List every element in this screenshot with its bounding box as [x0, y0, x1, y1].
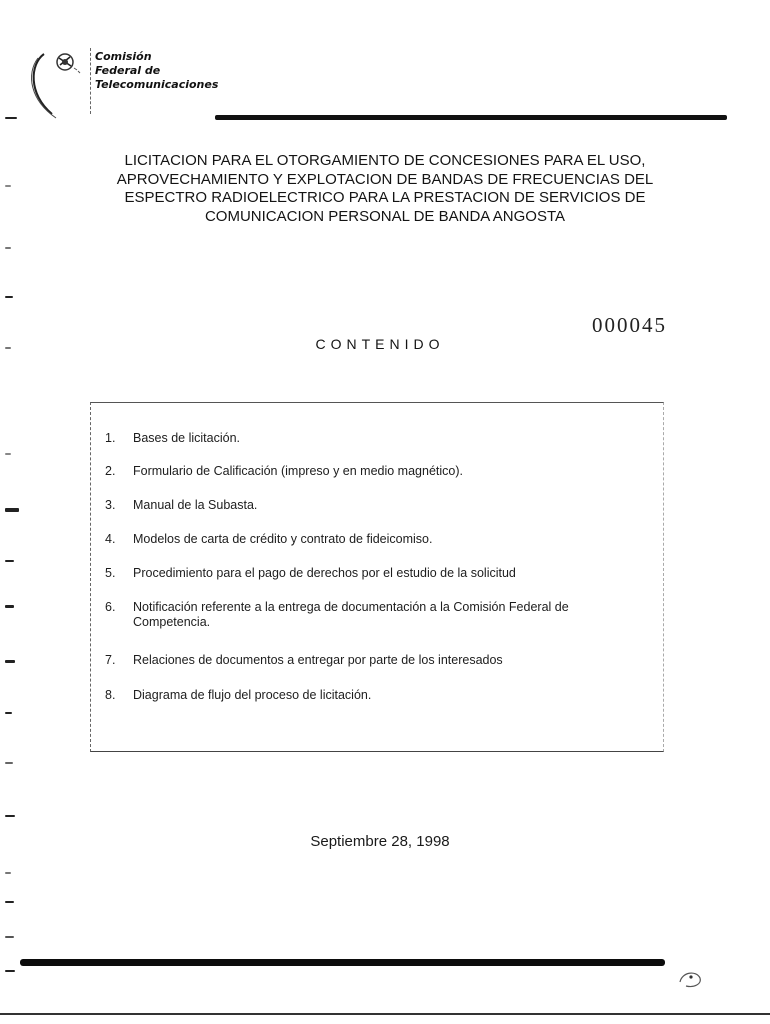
toc-number: 7. — [105, 653, 116, 667]
scan-margin-mark — [5, 901, 14, 903]
toc-text: Bases de licitación. — [133, 431, 241, 445]
organization-name — [95, 50, 218, 92]
contents-heading: CONTENIDO — [315, 336, 445, 352]
scan-margin-mark — [5, 936, 14, 938]
scan-margin-mark — [5, 508, 19, 512]
scan-margin-mark — [5, 247, 11, 249]
scan-margin-mark — [5, 296, 13, 298]
organization-name-line-2: Federal de — [95, 64, 161, 77]
toc-text: Notificación referente a la entrega de documentación a la Comisión Federal de Competencia. — [133, 600, 569, 629]
organization-name-line-3: Telecomunicaciones — [95, 78, 219, 91]
scan-margin-mark — [5, 712, 12, 714]
toc-text: Formulario de Calificación (impreso y en medio magnético). — [133, 464, 463, 478]
document-date: Septiembre 28, 1998 — [310, 833, 450, 850]
toc-text: Manual de la Subasta. — [133, 498, 258, 512]
toc-item-8 — [105, 688, 650, 703]
scan-margin-mark — [5, 347, 11, 349]
toc-text: Relaciones de documentos a entregar por parte de los interesados — [133, 653, 503, 667]
toc-number: 4. — [105, 532, 116, 546]
toc-item-3 — [105, 498, 650, 513]
scan-margin-mark — [5, 185, 11, 187]
footer-rule — [20, 959, 665, 966]
toc-item-4 — [105, 532, 650, 547]
scan-margin-mark — [5, 560, 14, 562]
scan-margin-mark — [5, 762, 13, 764]
toc-number: 2. — [105, 464, 116, 478]
toc-item-7 — [105, 653, 650, 668]
header-rule — [215, 115, 727, 120]
scan-margin-mark — [5, 453, 11, 455]
corner-stamp-icon — [676, 966, 704, 990]
scan-margin-mark — [5, 605, 14, 608]
document-number: 000045 — [592, 313, 667, 337]
toc-number: 1. — [105, 431, 116, 445]
toc-item-5 — [105, 566, 650, 581]
logo-divider — [90, 48, 91, 114]
toc-item-2 — [105, 464, 650, 479]
document-title: LICITACION PARA EL OTORGAMIENTO DE CONCESIONES PARA EL USO, APROVECHAMIENTO Y EXPLOTACION DE BANDAS DE FRECUENCIAS DEL ESPECTRO RADIOELECTRICO PARA LA PRESTACION DE SERVICIOS DE COMUNICACION PERSONAL DE BANDA ANGOSTA — [116, 152, 654, 225]
toc-text: Modelos de carta de crédito y contrato de fideicomiso. — [133, 532, 433, 546]
toc-item-1 — [105, 431, 650, 446]
scan-margin-mark — [5, 117, 17, 119]
toc-item-6 — [105, 600, 650, 630]
toc-number: 6. — [105, 600, 116, 614]
toc-text: Diagrama de flujo del proceso de licitación. — [133, 688, 372, 702]
toc-number: 5. — [105, 566, 116, 580]
toc-number: 3. — [105, 498, 116, 512]
scan-margin-mark — [5, 660, 15, 663]
scan-bottom-edge — [0, 1013, 770, 1015]
cft-logo-emblem-icon — [22, 44, 92, 120]
scan-margin-mark — [5, 970, 15, 972]
organization-name-line-1: Comisión — [95, 50, 152, 63]
toc-text: Procedimiento para el pago de derechos por el estudio de la solicitud — [133, 566, 516, 580]
toc-number: 8. — [105, 688, 116, 702]
scan-margin-mark — [5, 872, 11, 874]
scan-margin-mark — [5, 815, 15, 817]
